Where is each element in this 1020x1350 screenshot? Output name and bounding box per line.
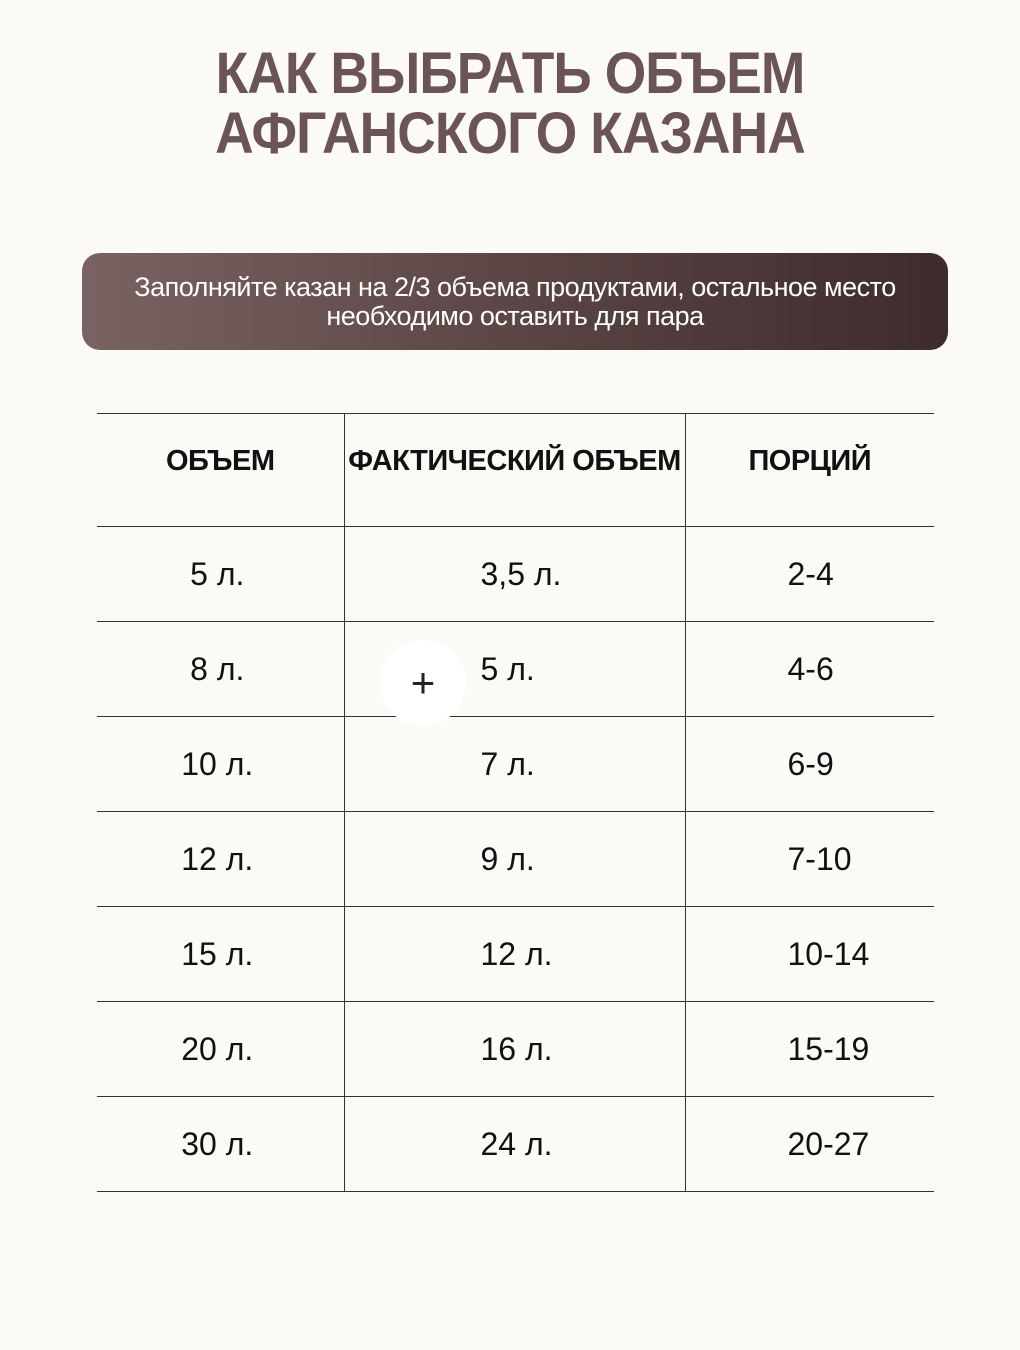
cell-actual-volume: 7 л. xyxy=(344,717,685,812)
cell-portions: 6-9 xyxy=(685,717,934,812)
cell-portions: 4-6 xyxy=(685,622,934,717)
table-row xyxy=(97,1097,934,1192)
title-line-2: АФГАНСКОГО КАЗАНА xyxy=(215,101,805,166)
cell-volume: 30 л. xyxy=(97,1097,344,1192)
cell-actual-volume: 9 л. xyxy=(344,812,685,907)
info-banner-text: Заполняйте казан на 2/3 объема продуктами, остальное место необходимо оставить для пара xyxy=(134,271,896,331)
page-title xyxy=(41,41,979,166)
info-banner xyxy=(82,253,948,350)
table-row xyxy=(97,907,934,1002)
header-volume: ОБЪЕМ xyxy=(97,414,344,527)
cell-portions: 20-27 xyxy=(685,1097,934,1192)
cell-volume: 10 л. xyxy=(97,717,344,812)
cell-actual-volume: 12 л. xyxy=(344,907,685,1002)
cell-actual-volume: 3,5 л. xyxy=(344,527,685,622)
plus-glyph: + xyxy=(410,659,436,706)
table-header-row xyxy=(97,414,934,527)
table-row xyxy=(97,717,934,812)
cell-portions: 15-19 xyxy=(685,1002,934,1097)
cell-volume: 15 л. xyxy=(97,907,344,1002)
header-portions: ПОРЦИЙ xyxy=(685,414,934,527)
cell-volume: 12 л. xyxy=(97,812,344,907)
cell-portions: 10-14 xyxy=(685,907,934,1002)
title-line-1: КАК ВЫБРАТЬ ОБЪЕМ xyxy=(215,41,805,106)
table-row xyxy=(97,1002,934,1097)
cell-portions: 2-4 xyxy=(685,527,934,622)
cell-actual-volume: 5 л. xyxy=(344,622,685,717)
plus-icon[interactable] xyxy=(380,640,466,726)
table-row xyxy=(97,622,934,717)
cell-volume: 20 л. xyxy=(97,1002,344,1097)
cell-volume: 8 л. xyxy=(97,622,344,717)
header-actual-volume: ФАКТИЧЕСКИЙ ОБЪЕМ xyxy=(344,414,685,527)
table-row xyxy=(97,812,934,907)
volume-table xyxy=(97,413,934,1192)
table-row xyxy=(97,527,934,622)
cell-portions: 7-10 xyxy=(685,812,934,907)
cell-actual-volume: 24 л. xyxy=(344,1097,685,1192)
cell-actual-volume: 16 л. xyxy=(344,1002,685,1097)
cell-volume: 5 л. xyxy=(97,527,344,622)
